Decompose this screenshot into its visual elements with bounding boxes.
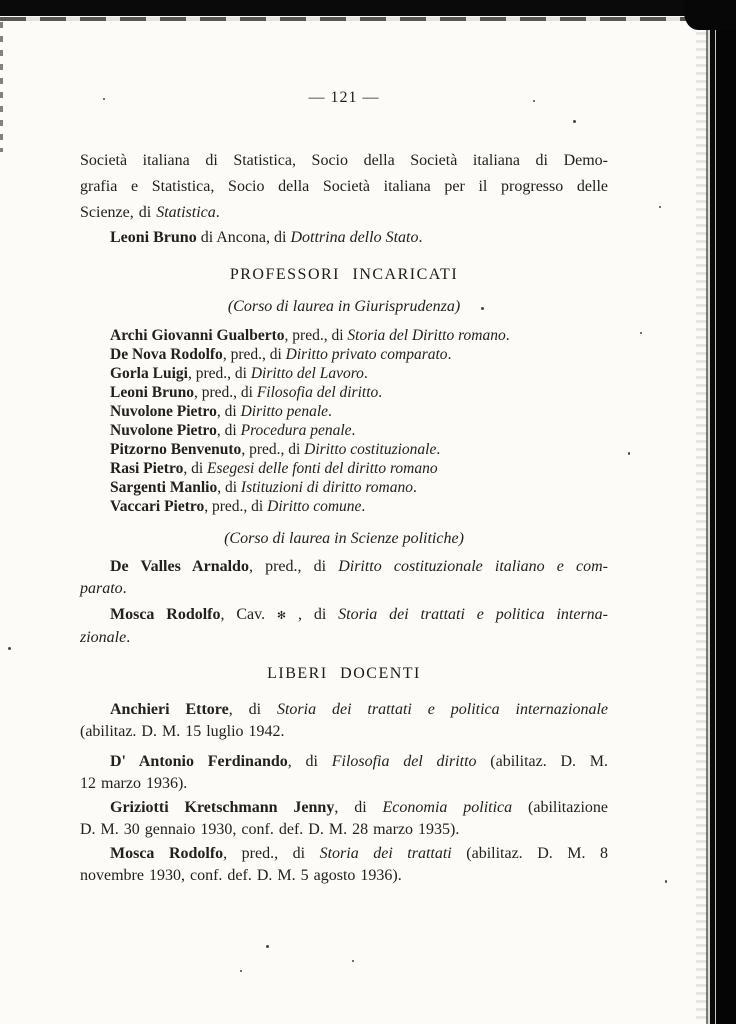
scan-corner-blotch — [684, 0, 736, 30]
scan-speck — [8, 647, 11, 650]
text-run: Leoni Bruno — [110, 384, 194, 401]
text-run: . — [436, 441, 441, 458]
text-run: , pred., di — [187, 365, 251, 382]
text-run: , di — [334, 799, 383, 816]
text-run: . — [215, 204, 220, 221]
roster-entry — [80, 497, 608, 516]
text-run: , pred., di — [284, 327, 348, 344]
text-run: . — [418, 229, 423, 246]
text-run: zionale — [80, 629, 127, 646]
text-run: Rasi Pietro — [110, 460, 184, 477]
text-run: , di — [287, 753, 332, 770]
text-run: , di — [183, 460, 208, 477]
entry-leoni-bruno — [80, 226, 608, 250]
text-run: Archi Giovanni Gualberto — [110, 327, 285, 344]
text-run: , pred., di — [204, 498, 268, 515]
text-run: , pred., di — [223, 845, 320, 862]
text-run: grafia e Statistica, Socio della Società italiana per il progresso delle — [80, 178, 608, 195]
text-run: Storia dei trattati e politica interna- — [338, 606, 608, 623]
text-run: (abilitaz. D. M. 8 — [451, 845, 609, 862]
roster-entry — [80, 364, 608, 383]
text-run: di Ancona, di — [196, 229, 291, 246]
scan-left-edge-mark — [0, 22, 3, 152]
entry-dantonio-ferdinando — [80, 751, 608, 795]
text-run: , pred., di — [248, 558, 339, 575]
entry-line — [80, 843, 608, 865]
text-run: Leoni Bruno — [110, 229, 197, 246]
text-run: . — [447, 346, 452, 363]
text-run: Diritto comune — [267, 498, 362, 515]
text-run: . — [351, 422, 356, 439]
text-run: Diritto penale — [240, 403, 329, 420]
scan-speck — [628, 452, 630, 455]
text-run: Griziotti Kretschmann Jenny — [110, 799, 335, 816]
roster-entry — [80, 421, 608, 440]
text-run: Economia politica — [382, 799, 513, 816]
text-run: Mosca Rodolfo — [110, 845, 224, 862]
text-run: , di — [216, 422, 241, 439]
entry-line — [80, 627, 608, 649]
section-heading-liberi-docenti: LIBERI DOCENTI — [267, 665, 421, 682]
text-run: D. M. 30 gennaio 1930, conf. def. D. M. 28 marzo 1935). — [80, 821, 460, 838]
text-run: . — [505, 327, 510, 344]
text-run: Istituzioni di diritto romano — [240, 479, 414, 496]
text-run: Società italiana di Statistica, Socio della Società italiana di Demo- — [80, 152, 608, 169]
text-run: Mosca Rodolfo — [110, 606, 221, 623]
text-run: (abilitaz. D. M. — [476, 753, 609, 770]
text-run: Esegesi delle fonti del diritto romano — [207, 460, 438, 477]
entry-line — [80, 556, 608, 578]
text-run: Diritto costituzionale italiano e com- — [338, 558, 608, 575]
scan-binding-edge — [706, 0, 736, 1024]
text-run: Gorla Luigi — [110, 365, 188, 382]
scan-speck — [659, 206, 661, 208]
entry-line — [80, 865, 608, 887]
roster-entry — [80, 402, 608, 421]
text-run: Scienze, di — [80, 204, 157, 221]
page-number: — 121 — — [308, 89, 380, 106]
roster-entry — [80, 459, 608, 478]
text-run: 12 marzo 1936). — [80, 775, 188, 792]
text-run: . — [126, 629, 131, 646]
text-run: Anchieri Ettore — [110, 701, 229, 718]
entry-mosca-rodolfo-pred — [80, 843, 608, 887]
text-run: Filosofia del diritto — [256, 384, 379, 401]
text-run: De Valles Arnaldo — [110, 558, 249, 575]
text-run: Pitzorno Benvenuto — [110, 441, 242, 458]
entry-line — [80, 751, 608, 773]
text-run: , di — [286, 606, 339, 623]
entry-anchieri-ettore — [80, 699, 608, 743]
text-run: Diritto costituzionale — [304, 441, 437, 458]
scan-edge-noise — [696, 0, 708, 1024]
text-run: , di — [228, 701, 277, 718]
entry-line — [80, 797, 608, 819]
text-run: Storia dei trattati e politica internazionale — [276, 701, 608, 718]
text-run: . — [122, 580, 127, 597]
roster-entry — [80, 345, 608, 364]
text-run: Storia dei trattati — [319, 845, 452, 862]
text-run: Dottrina dello Stato — [290, 229, 419, 246]
text-run: parato — [80, 580, 123, 597]
text-run: Diritto privato comparato — [285, 346, 448, 363]
intro-line — [80, 174, 608, 200]
subheading-corso-scienze-politiche: (Corso di laurea in Scienze politiche) — [224, 530, 464, 547]
text-run: . — [361, 498, 366, 515]
text-run: . — [378, 384, 383, 401]
entry-line — [80, 773, 608, 795]
text-run: De Nova Rodolfo — [110, 346, 223, 363]
text-run: Filosofia del diritto — [331, 753, 477, 770]
scan-speck — [240, 970, 242, 972]
section-heading-professori-incaricati: PROFESSORI INCARICATI — [229, 266, 459, 283]
text-run: , pred., di — [193, 384, 257, 401]
scan-top-edge — [0, 0, 736, 16]
scan-speck — [665, 880, 667, 883]
text-run: novembre 1930, conf. def. D. M. 5 agosto 1936). — [80, 867, 402, 884]
entry-de-valles — [80, 556, 608, 600]
intro-paragraph — [80, 148, 608, 226]
text-run: . — [328, 403, 332, 420]
roster-entry — [80, 440, 608, 459]
text-run: D' Antonio Ferdinando — [110, 753, 288, 770]
entry-griziotti-kretschmann — [80, 797, 608, 841]
entry-mosca-rodolfo-cav — [80, 604, 608, 649]
text-run: Procedura penale — [240, 422, 352, 439]
intro-line — [80, 148, 608, 174]
scan-speck — [352, 960, 354, 962]
text-run: Statistica — [156, 204, 216, 221]
entry-line — [80, 819, 608, 841]
scan-speck — [640, 332, 642, 334]
roster-entry — [80, 326, 608, 345]
entry-line — [80, 699, 608, 721]
text-run: , Cav. — [220, 606, 277, 623]
text-run: , di — [216, 403, 241, 420]
text-run: , pred., di — [222, 346, 286, 363]
roster-entry — [80, 478, 608, 497]
text-run: Nuvolone Pietro — [110, 403, 217, 420]
roster-giurisprudenza — [80, 326, 608, 516]
intro-line — [80, 200, 608, 226]
text-run: , pred., di — [241, 441, 305, 458]
cavaliere-decoration-icon: ✻ — [276, 609, 287, 622]
text-run: Vaccari Pietro — [110, 498, 205, 515]
text-run: (abilitaz. D. M. 15 luglio 1942. — [80, 723, 285, 740]
text-run: . — [413, 479, 417, 496]
entry-line — [80, 578, 608, 600]
text-run: . — [363, 365, 368, 382]
page-content — [80, 15, 608, 887]
text-run: , di — [217, 479, 241, 496]
text-run: (abilitazione — [512, 799, 609, 816]
text-run: Diritto del Lavoro — [250, 365, 364, 382]
roster-entry — [80, 383, 608, 402]
entry-line — [80, 721, 608, 743]
text-run: Nuvolone Pietro — [110, 422, 217, 439]
entry-line — [80, 604, 608, 627]
scan-speck — [266, 945, 269, 948]
text-run: Storia del Diritto romano — [347, 327, 506, 344]
text-run: Sargenti Manlio — [110, 479, 218, 496]
subheading-corso-giurisprudenza: (Corso di laurea in Giurisprudenza) — [227, 298, 461, 315]
